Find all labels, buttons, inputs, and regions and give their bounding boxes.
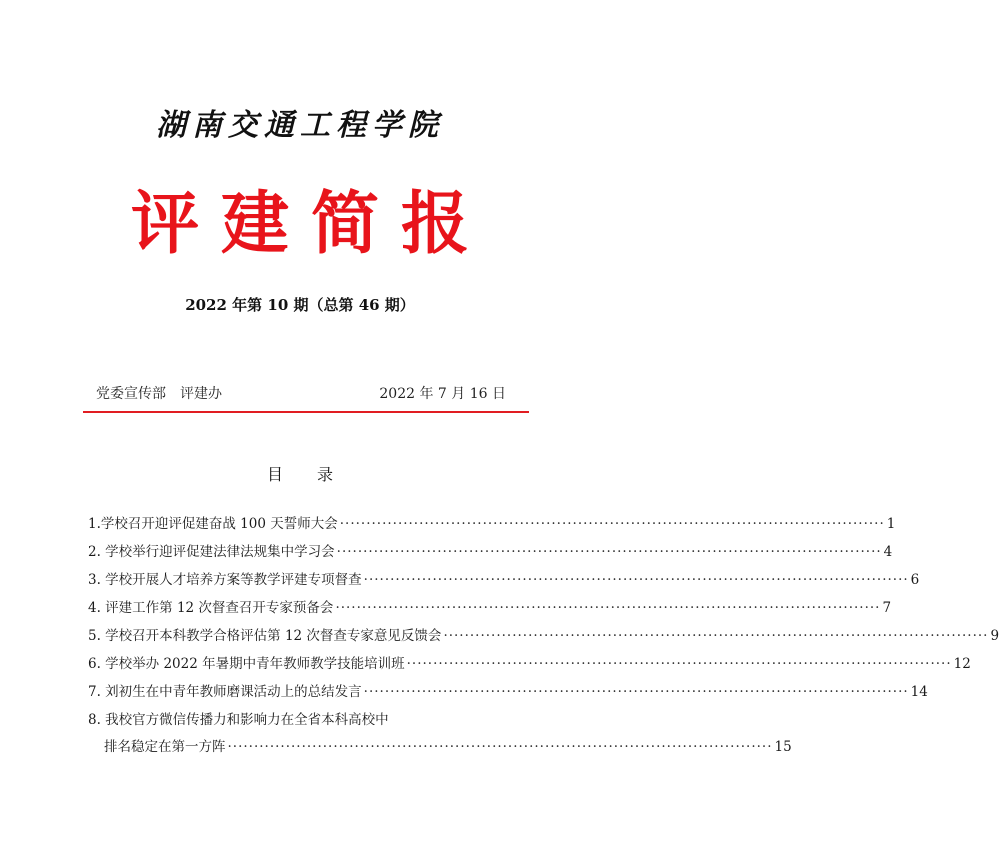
school-name: 湖南交通工程学院 — [156, 108, 444, 143]
toc-leader-dots: ······································································································· — [336, 544, 882, 560]
toc-entry-title: 6. 学校举办 2022 年暑期中青年教师教学技能培训班 — [88, 656, 405, 672]
toc-leader-dots: ······································································································· — [363, 684, 909, 700]
masthead-title: 评建简报 — [130, 184, 491, 264]
toc-leader-dots: ······································································································· — [339, 516, 885, 532]
toc-entry-5[interactable] — [88, 624, 999, 652]
toc-entry-6[interactable] — [88, 652, 971, 680]
toc-entry-8[interactable] — [88, 708, 514, 735]
toc-entry-title: 5. 学校召开本科教学合格评估第 12 次督查专家意见反馈会 — [88, 628, 442, 644]
toc-leader-dots: ······································································································· — [227, 739, 773, 755]
red-divider — [83, 411, 529, 413]
toc-entry-page: 6 — [910, 572, 920, 588]
toc-heading: 目录 — [266, 465, 367, 484]
toc-entry-page: 1 — [886, 516, 896, 532]
toc-entry-1[interactable] — [88, 512, 896, 540]
publication-date: 2022 年 7 月 16 日 — [379, 386, 506, 402]
toc-entry-page: 15 — [774, 739, 792, 755]
toc-entry-page: 12 — [953, 656, 971, 672]
toc-entry-title: 8. 我校官方微信传播力和影响力在全省本科高校中 — [88, 712, 389, 728]
toc-entry-title: 3. 学校开展人才培养方案等教学评建专项督查 — [88, 572, 362, 588]
toc-leader-dots: ······································································································· — [406, 656, 952, 672]
toc-entry-page: 4 — [883, 544, 893, 560]
toc-entry-title: 排名稳定在第一方阵 — [104, 739, 226, 755]
toc-entry-page: 14 — [910, 684, 928, 700]
toc-entry-4[interactable] — [88, 596, 892, 624]
toc-entry-title: 7. 刘初生在中青年教师磨课活动上的总结发言 — [88, 684, 362, 700]
table-of-contents — [88, 512, 999, 763]
toc-entry-page: 7 — [882, 600, 892, 616]
toc-leader-dots: ······································································································· — [363, 572, 909, 588]
toc-entry-title: 2. 学校举行迎评促建法律法规集中学习会 — [88, 544, 335, 560]
toc-entry-3[interactable] — [88, 568, 920, 596]
toc-leader-dots: ······································································································· — [443, 628, 989, 644]
toc-entry-page: 9 — [990, 628, 999, 644]
toc-entry-8-continued[interactable] — [88, 735, 792, 763]
toc-entry-title: 1.学校召开迎评促建奋战 100 天誓师大会 — [88, 516, 338, 532]
publisher-department: 党委宣传部 评建办 — [96, 386, 222, 402]
toc-entry-title: 4. 评建工作第 12 次督查召开专家预备会 — [88, 600, 334, 616]
issue-number: 2022 年第 10 期（总第 46 期） — [185, 296, 415, 314]
toc-leader-dots: ······································································································· — [335, 600, 881, 616]
toc-entry-7[interactable] — [88, 680, 928, 708]
toc-entry-2[interactable] — [88, 540, 893, 568]
